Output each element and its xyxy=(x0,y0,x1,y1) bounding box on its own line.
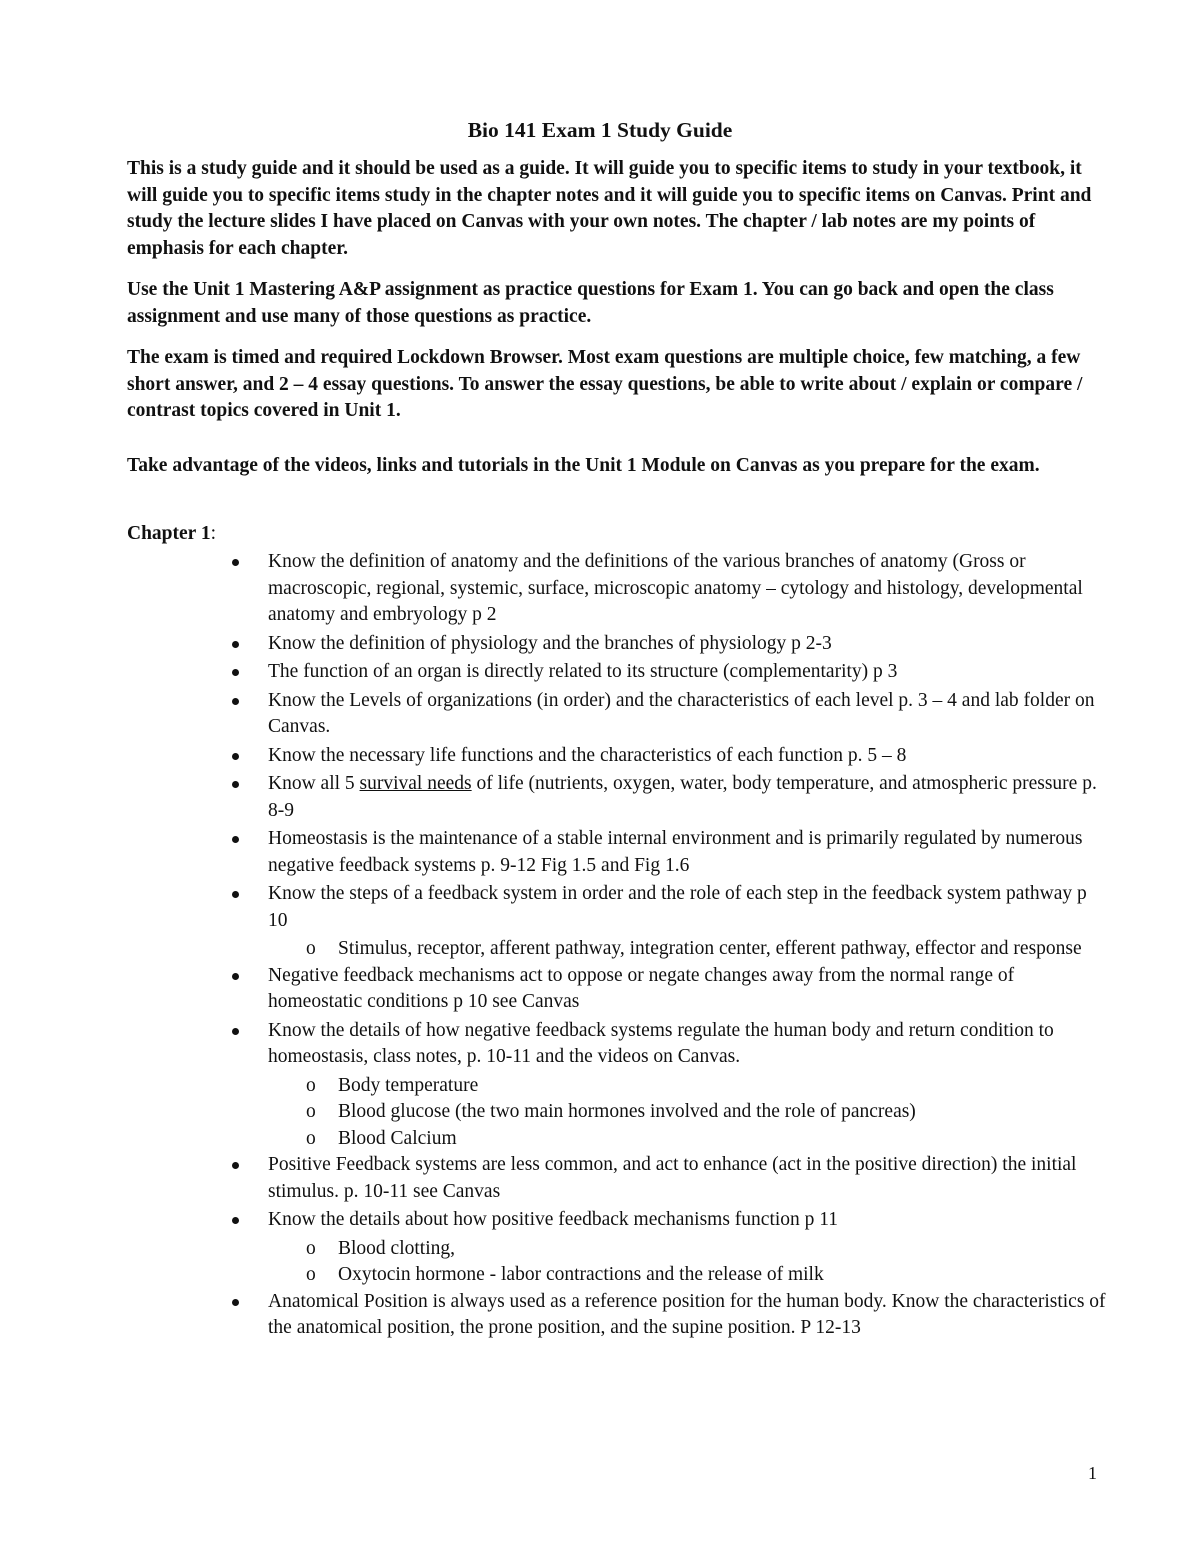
list-item xyxy=(268,826,1108,879)
list-item-text-start: Know all 5 xyxy=(268,773,360,794)
bullet-icon xyxy=(232,836,239,843)
list-item xyxy=(268,1207,1108,1234)
bullet-icon xyxy=(232,1028,239,1035)
sub-list-item-text: Stimulus, receptor, afferent pathway, integration center, efferent pathway, effector and response xyxy=(338,938,1082,959)
bullet-icon xyxy=(232,781,239,788)
list-item-text: Know the details about how positive feedback mechanisms function p 11 xyxy=(268,1209,839,1230)
chapter-1-bullet-list xyxy=(0,549,1200,1344)
practice-paragraph: Use the Unit 1 Mastering A&P assignment as practice questions for Exam 1. You can go back and open the class assignment and use many of those questions as practice. xyxy=(127,279,1054,327)
list-item xyxy=(268,1152,1108,1205)
sub-list-item xyxy=(306,1126,1108,1153)
list-item xyxy=(268,688,1108,741)
sub-bullet-marker: o xyxy=(306,938,316,959)
list-item-text: Positive Feedback systems are less common, and act to enhance (act in the positive direction) the initial stimulus. p. 10-11 see Canvas xyxy=(268,1154,1077,1202)
sub-bullet-marker: o xyxy=(306,1127,316,1149)
sub-bullet-marker: o xyxy=(306,1264,316,1285)
sub-list-item xyxy=(306,1262,1108,1289)
list-item xyxy=(268,631,1108,658)
exam-format-paragraph: The exam is timed and required Lockdown Browser. Most exam questions are multiple choice, few matching, a few short answer, and 2 – 4 essay questions. To answer the essay questions, be able to write about / explain or compare / contrast topics covered in Unit 1. xyxy=(127,347,1083,421)
list-item-text: Know the details of how negative feedback systems regulate the human body and return condition to homeostasis, class notes, p. 10-11 and the videos on Canvas. xyxy=(268,1019,1054,1067)
list-item xyxy=(268,963,1108,1016)
list-item-text: The function of an organ is directly related to its structure (complementarity) p 3 xyxy=(268,661,898,682)
bullet-icon xyxy=(232,698,239,705)
sub-list-item xyxy=(306,1073,1108,1100)
sub-bullet-marker: o xyxy=(306,1074,316,1096)
page-number: 1 xyxy=(1088,1463,1097,1483)
list-item-text: Know the definition of physiology and the branches of physiology p 2-3 xyxy=(268,632,832,654)
sub-list-item-text: Body temperature xyxy=(338,1074,479,1096)
list-item-text: Know the necessary life functions and the characteristics of each function p. 5 – 8 xyxy=(268,744,907,766)
bullet-icon xyxy=(232,1162,239,1169)
bullet-icon xyxy=(232,559,239,566)
bullet-icon xyxy=(232,891,239,898)
document-title: Bio 141 Exam 1 Study Guide xyxy=(467,118,733,142)
bullet-icon xyxy=(232,1299,239,1306)
chapter-heading xyxy=(127,521,216,548)
sub-list-item-text: Blood glucose (the two main hormones involved and the role of pancreas) xyxy=(338,1101,916,1122)
sub-list-item-text: Oxytocin hormone - labor contractions and the release of milk xyxy=(338,1264,824,1285)
sub-bullet-marker: o xyxy=(306,1237,316,1259)
list-item xyxy=(268,549,1108,629)
underlined-term: survival needs xyxy=(359,773,472,794)
list-item-text: Negative feedback mechanisms act to oppose or negate changes away from the normal range of homeostatic conditions p 10 see Canvas xyxy=(268,964,1015,1012)
list-item xyxy=(268,771,1108,824)
sub-list-item xyxy=(306,936,1108,963)
list-item xyxy=(268,659,1108,686)
list-item-text: Know the Levels of organizations (in order) and the characteristics of each level p. 3 – 4 and lab folder on Canvas. xyxy=(268,689,1095,737)
list-item-text: Know the definition of anatomy and the definitions of the various branches of anatomy (Gross or macroscopic, regional, systemic, surface, microscopic anatomy – cytology and histology, developmental anatomy and embryology p 2 xyxy=(268,551,1083,625)
intro-paragraph: This is a study guide and it should be used as a guide. It will guide you to specific items to study in your textbook, it will guide you to specific items study in the chapter notes and it will guide you to specific items on Canvas. Print and study the lecture slides I have placed on Canvas with your own notes. The chapter / lab notes are my points of emphasis for each chapter. xyxy=(127,158,1092,259)
chapter-label: Chapter 1 xyxy=(127,523,211,544)
bullet-icon xyxy=(232,669,239,676)
list-item-text-end: of life (nutrients, oxygen, water, body temperature, and atmospheric pressure p. 8-9 xyxy=(268,773,1097,821)
bullet-icon xyxy=(232,1217,239,1224)
list-item xyxy=(268,1018,1108,1071)
chapter-colon: : xyxy=(210,523,217,544)
sub-list-item-text: Blood clotting, xyxy=(338,1237,455,1259)
list-item xyxy=(268,1289,1108,1342)
list-item xyxy=(268,743,1108,770)
sub-bullet-marker: o xyxy=(306,1101,316,1122)
bullet-icon xyxy=(232,973,239,980)
sub-list-item-text: Blood Calcium xyxy=(338,1127,457,1149)
list-item-text: Homeostasis is the maintenance of a stable internal environment and is primarily regulated by numerous negative feedback systems p. 9-12 Fig 1.5 and Fig 1.6 xyxy=(268,828,1083,876)
bullet-icon xyxy=(232,641,239,648)
list-item-text: Anatomical Position is always used as a reference position for the human body. Know the characteristics of the anatomical position, the prone position, and the supine position. P 12-13 xyxy=(268,1290,1106,1338)
list-item xyxy=(268,881,1108,934)
bullet-icon xyxy=(232,753,239,760)
sub-list-item xyxy=(306,1236,1108,1263)
resources-paragraph: Take advantage of the videos, links and tutorials in the Unit 1 Module on Canvas as you prepare for the exam. xyxy=(127,455,1040,476)
sub-list-item xyxy=(306,1099,1108,1126)
list-item-text: Know the steps of a feedback system in order and the role of each step in the feedback system pathway p 10 xyxy=(268,883,1087,931)
